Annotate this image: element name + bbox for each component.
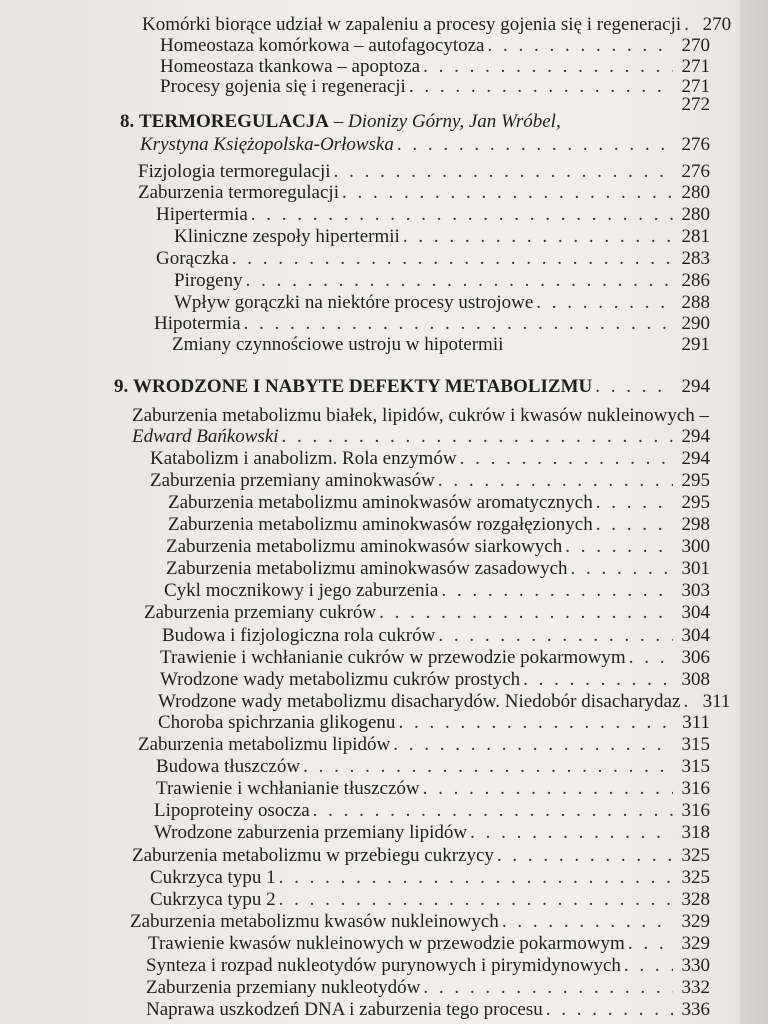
toc-entry-page: 270: [681, 35, 710, 56]
toc-entry-title: Komórki biorące udział w zapaleniu a procesy gojenia się i regeneracji: [142, 14, 682, 35]
toc-entry-title: Zaburzenia przemiany cukrów: [144, 602, 377, 623]
toc-entry-page: 325: [681, 845, 710, 866]
toc-entry-title: Trawienie i wchłanianie tłuszczów: [156, 778, 420, 799]
toc-entry-title: Wrodzone wady metabolizmu disacharydów. Niedobór disacharydaz: [158, 691, 681, 712]
toc-entry: [156, 248, 710, 270]
next-page-edge: [740, 0, 768, 1024]
leader-dots: [523, 669, 673, 691]
toc-entry-title: Katabolizm i anabolizm. Rola enzymów: [150, 448, 457, 469]
toc-entry: [150, 448, 710, 470]
leader-dots: [246, 270, 673, 292]
toc-entry: [130, 911, 710, 933]
toc-entry: [140, 134, 710, 156]
leader-dots: [423, 56, 673, 78]
toc-entry: [172, 334, 710, 356]
toc-entry-title: Fizjologia termoregulacji: [138, 161, 331, 182]
leader-dots: [244, 313, 673, 335]
toc-entry-page: 286: [681, 270, 710, 291]
leader-dots: [487, 35, 673, 57]
toc-entry-title: Gorączka: [156, 248, 229, 269]
toc-entry: [174, 292, 710, 314]
leader-dots: [313, 800, 673, 822]
leader-dots: [497, 845, 673, 867]
toc-entry-title: Homeostaza komórkowa – autofagocytoza: [160, 35, 485, 56]
toc-entry-page: 280: [681, 182, 710, 203]
toc-entry-page: 281: [681, 226, 710, 247]
toc-entry: [162, 625, 710, 647]
chapter-heading: [120, 111, 561, 133]
leader-dots: [438, 470, 673, 492]
leader-dots: [232, 248, 673, 270]
leader-dots: [595, 376, 673, 398]
toc-entry: [168, 514, 710, 536]
toc-entry-title: Synteza i rozpad nukleotydów purynowych i pirymidynowych: [146, 955, 621, 976]
toc-entry-page: 311: [702, 691, 731, 712]
toc-entry-title: Cukrzyca typu 2: [150, 889, 276, 910]
leader-dots: [628, 933, 673, 955]
toc-entry: [160, 35, 710, 57]
toc-entry-page: 316: [681, 778, 710, 799]
toc-entry-page: 311: [682, 712, 710, 733]
leader-dots: [546, 999, 673, 1021]
toc-entry-page: 283: [681, 248, 710, 269]
dash-separator: –: [333, 111, 344, 132]
toc-entry-page: 276: [681, 161, 710, 182]
chapter-heading: [114, 376, 710, 398]
toc-entry-page: 303: [681, 580, 710, 601]
toc-entry-title: Cukrzyca typu 1: [150, 867, 276, 888]
leader-dots: [438, 625, 673, 647]
toc-entry: [146, 955, 710, 977]
toc-entry-page: 306: [681, 647, 710, 668]
leader-dots: [379, 602, 673, 624]
toc-entry-page: 294: [681, 448, 710, 469]
toc-entry: [142, 14, 732, 36]
toc-entry: [158, 691, 731, 713]
toc-entry-title: Zaburzenia metabolizmu aminokwasów siarkowych: [166, 536, 563, 557]
toc-entry-page: 290: [681, 313, 710, 334]
toc-entry-title: Trawienie i wchłanianie cukrów w przewodzie pokarmowym: [160, 647, 626, 668]
leader-dots: [393, 734, 673, 756]
toc-entry-page: 298: [681, 514, 710, 535]
leader-dots: [279, 867, 673, 889]
leader-dots: [441, 580, 673, 602]
toc-entry: [150, 889, 710, 911]
toc-entry-title: Budowa i fizjologiczna rola cukrów: [162, 625, 436, 646]
toc-entry: [174, 226, 710, 248]
leader-dots: [403, 226, 673, 248]
toc-entry-page: 316: [681, 800, 710, 821]
leader-dots: [624, 955, 673, 977]
toc-entry-page: 295: [681, 470, 710, 491]
leader-dots: [460, 448, 673, 470]
toc-entry: [158, 712, 710, 734]
toc-entry-page: 272: [681, 94, 710, 115]
toc-entry-page: 300: [681, 536, 710, 557]
toc-entry-title: Wrodzone wady metabolizmu cukrów prostych: [160, 669, 521, 690]
toc-entry-title: Zaburzenia metabolizmu aminokwasów zasadowych: [166, 558, 568, 579]
toc-entry-title: Zaburzenia metabolizmu kwasów nukleinowych: [130, 911, 499, 932]
toc-entry-page: 304: [681, 602, 710, 623]
leader-dots: [683, 691, 693, 713]
toc-entry-title: Naprawa uszkodzeń DNA i zaburzenia tego procesu: [146, 999, 543, 1020]
toc-entry: [156, 204, 710, 226]
toc-entry-title: Zaburzenia metabolizmu w przebiegu cukrzycy: [132, 845, 494, 866]
toc-entry-title: Zaburzenia metabolizmu lipidów: [138, 734, 391, 755]
toc-entry-page: 328: [681, 889, 710, 910]
leader-dots: [423, 977, 673, 999]
toc-entry: [160, 647, 710, 669]
chapter-number: 9.: [114, 376, 129, 397]
toc-entry: [138, 161, 710, 183]
toc-entry-title: Choroba spichrzania glikogenu: [158, 712, 396, 733]
toc-entry: [160, 669, 710, 691]
leader-dots: [571, 558, 674, 580]
toc-entry-page: 308: [681, 669, 710, 690]
toc-entry: [166, 558, 710, 580]
toc-entry: [168, 492, 710, 514]
toc-entry-title: Zaburzenia przemiany aminokwasów: [150, 470, 435, 491]
toc-entry-title: Pirogeny: [174, 270, 243, 291]
leader-dots: [423, 778, 673, 800]
toc-entry-author: Edward Bańkowski: [132, 426, 279, 447]
toc-entry-page: 304: [681, 625, 710, 646]
toc-entry-page: 288: [681, 292, 710, 313]
chapter-heading-text: [114, 376, 592, 398]
toc-entry: [160, 56, 710, 78]
toc-entry-title: Wpływ gorączki na niektóre procesy ustrojowe: [174, 292, 534, 313]
leader-dots: [684, 14, 694, 36]
leader-dots: [470, 822, 673, 844]
toc-entry: [150, 470, 710, 492]
toc-entry-page: 270: [702, 14, 732, 35]
toc-entry: [166, 536, 710, 558]
toc-entry-title: Hipertermia: [156, 204, 248, 225]
toc-entry: [132, 845, 710, 867]
toc-entry: [164, 580, 710, 602]
toc-entry: [154, 800, 710, 822]
toc-entry-title: Hipotermia: [154, 313, 241, 334]
toc-entry-page: 330: [681, 955, 710, 976]
toc-entry-title: Zaburzenia termoregulacji: [138, 182, 339, 203]
toc-entry-title: Zaburzenia metabolizmu aminokwasów aromatycznych: [168, 492, 593, 513]
toc-entry-page: 294: [681, 376, 710, 397]
leader-dots: [596, 492, 673, 514]
toc-entry: [146, 977, 710, 999]
leader-dots: [502, 911, 673, 933]
toc-entry-title: Budowa tłuszczów: [156, 756, 301, 777]
toc-entry-title: Cykl mocznikowy i jego zaburzenia: [164, 580, 439, 601]
toc-entry-title: Lipoproteiny osocza: [154, 800, 310, 821]
toc-entry-title: Zmiany czynnościowe ustroju w hipotermii: [172, 334, 504, 355]
toc-entry-page: 294: [681, 426, 710, 447]
chapter-number: 8.: [120, 111, 135, 132]
toc-entry-page: 295: [681, 492, 710, 513]
leader-dots: [536, 292, 673, 314]
leader-dots: [398, 712, 673, 734]
toc-entry: [154, 822, 710, 844]
toc-entry-page: 329: [681, 933, 710, 954]
toc-entry-page: 325: [681, 867, 710, 888]
toc-entry-page: 291: [681, 334, 710, 355]
toc-entry-title: Zaburzenia metabolizmu białek, lipidów, cukrów i kwasów nukleinowych –: [132, 405, 710, 426]
toc-entry: [138, 734, 710, 756]
chapter-authors: Krystyna Księżopolska-Orłowska: [140, 134, 394, 155]
toc-entry-page: 332: [681, 977, 710, 998]
leader-dots: [397, 134, 673, 156]
toc-entry: [154, 313, 710, 335]
leader-dots: [596, 514, 673, 536]
toc-entry: [132, 426, 710, 448]
leader-dots: [303, 756, 673, 778]
leader-dots: [282, 426, 673, 448]
leader-dots: [342, 182, 673, 204]
leader-dots: [565, 536, 673, 558]
toc-entry: [144, 602, 710, 624]
chapter-title: WRODZONE I NABYTE DEFEKTY METABOLIZMU: [133, 376, 593, 397]
toc-entry: [146, 999, 710, 1021]
toc-entry: [156, 756, 710, 778]
leader-dots: [251, 204, 673, 226]
toc-entry-page: 301: [681, 558, 710, 579]
toc-entry: [150, 867, 710, 889]
toc-entry-title: Procesy gojenia się i regeneracji: [160, 76, 406, 97]
toc-entry-page: 271: [681, 56, 710, 77]
toc-entry-title: Kliniczne zespoły hipertermii: [174, 226, 400, 247]
toc-entry-page: 315: [681, 734, 710, 755]
toc-entry-page: 315: [681, 756, 710, 777]
toc-entry-page: 318: [681, 822, 710, 843]
chapter-authors: Dionizy Górny, Jan Wróbel,: [348, 111, 561, 132]
toc-entry-page: 329: [681, 911, 710, 932]
toc-entry-page: 336: [681, 999, 710, 1020]
toc-entry: [156, 778, 710, 800]
leader-dots: [629, 647, 673, 669]
toc-entry-title: Homeostaza tkankowa – apoptoza: [160, 56, 421, 77]
chapter-title: TERMOREGULACJA: [139, 111, 330, 132]
toc-entry-title: Zaburzenia przemiany nukleotydów: [146, 977, 421, 998]
leader-dots: [279, 889, 673, 911]
toc-entry-page: 271: [681, 76, 710, 97]
toc-entry: [138, 182, 710, 204]
toc-entry-title: Wrodzone zaburzenia przemiany lipidów: [154, 822, 468, 843]
toc-entry-page: 276: [681, 134, 710, 155]
toc-entry-page: 280: [681, 204, 710, 225]
toc-entry-title: Zaburzenia metabolizmu aminokwasów rozgałęzionych: [168, 514, 593, 535]
toc-entry-title: Trawienie kwasów nukleinowych w przewodzie pokarmowym: [148, 933, 625, 954]
toc-entry: [174, 270, 710, 292]
leader-dots: [334, 161, 673, 183]
toc-entry: [148, 933, 710, 955]
